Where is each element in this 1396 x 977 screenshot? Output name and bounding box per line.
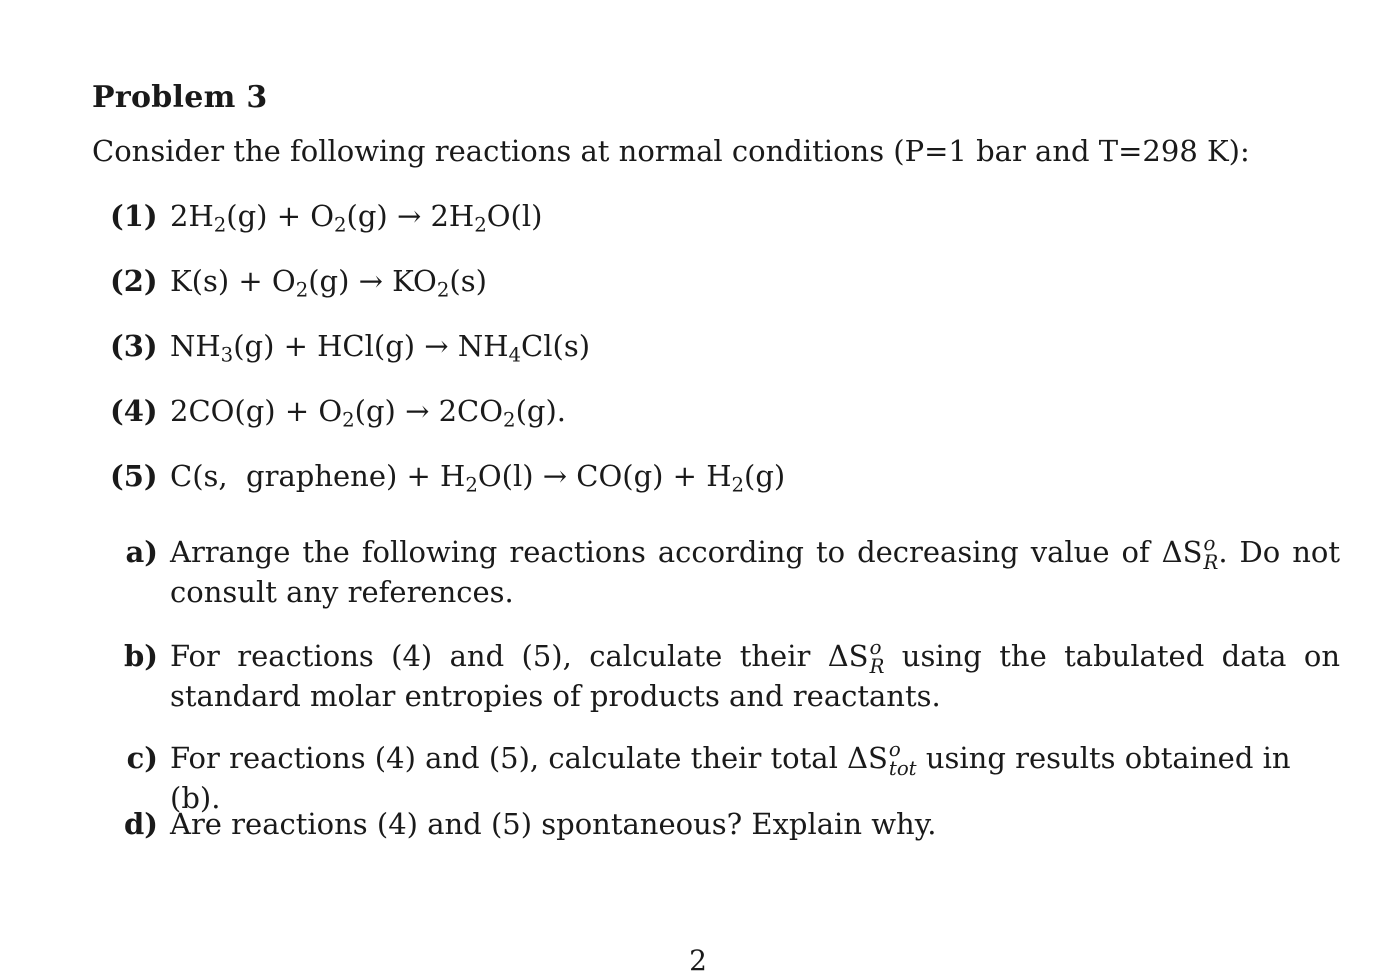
question-label: c) [126, 741, 158, 775]
reaction-3 [110, 329, 591, 367]
reaction-equation: $K(s) + O_2(g) \to KO_2(s)$ [170, 264, 487, 302]
reaction-number: (2) [110, 264, 158, 298]
question-d [118, 805, 1340, 843]
reaction-equation: C(s, graphene) + $H_2O(l) \to CO(g) + H_2(g)$ [170, 459, 786, 497]
reaction-number: (3) [110, 329, 158, 363]
reaction-equation: $NH_3(g) + HCl(g) \to NH_4Cl(s)$ [170, 329, 591, 367]
question-a [118, 533, 1340, 611]
reaction-equation: $2H_2(g) + O_2(g) \to 2H_2O(l)$ [170, 199, 543, 237]
question-text: Arrange the following reactions according to decreasing value of ΔS o R . Do not consult any references. [170, 532, 1341, 609]
problem-title: Problem 3 [92, 80, 268, 115]
reaction-5 [110, 459, 786, 497]
problem-intro: Consider the following reactions at normal conditions (P=1 bar and T=298 K): [92, 134, 1250, 168]
reaction-4 [110, 394, 566, 432]
reaction-2 [110, 264, 487, 302]
question-label: a) [125, 535, 158, 569]
question-text: For reactions (4) and (5), calculate their ΔS o R using the tabulated data on standard molar entropies of products and reactants. [170, 636, 1340, 713]
reaction-number: (1) [110, 199, 158, 233]
question-b [118, 637, 1340, 715]
reaction-number: (4) [110, 394, 158, 428]
reaction-equation: $2CO(g) + O_2(g) \to 2CO_2(g)$. [170, 394, 566, 432]
reaction-1 [110, 199, 543, 237]
page-number: 2 [689, 944, 707, 977]
question-text: For reactions (4) and (5), calculate their total ΔS o tot using results obtained in (b). [170, 738, 1291, 815]
reaction-number: (5) [110, 459, 158, 493]
question-label: d) [124, 807, 158, 841]
question-text: Are reactions (4) and (5) spontaneous? Explain why. [170, 807, 937, 841]
question-label: b) [124, 639, 158, 673]
